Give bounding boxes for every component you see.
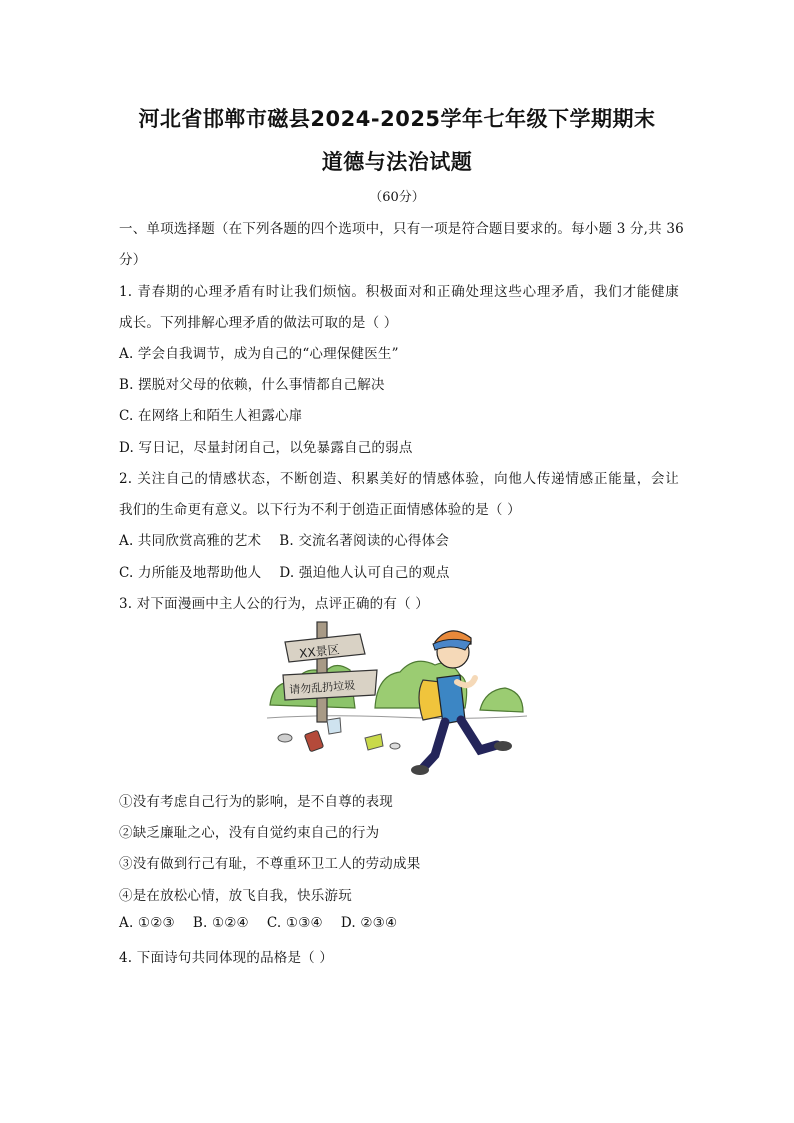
q1-option-a: A. 学会自我调节，成为自己的“心理保健医生” bbox=[119, 346, 399, 362]
q3-options-row bbox=[119, 915, 397, 931]
q1-stem-line2: 成长。下列排解心理矛盾的做法可取的是（ ） bbox=[119, 315, 398, 331]
q2-option-a: A. 共同欣赏高雅的艺术 bbox=[119, 533, 262, 549]
littering-cartoon bbox=[265, 620, 530, 780]
q3-option-d: D. ②③④ bbox=[340, 915, 398, 931]
q3-item-2: ②缺乏廉耻之心，没有自觉约束自己的行为 bbox=[119, 825, 380, 841]
q1-option-c: C. 在网络上和陌生人袒露心扉 bbox=[119, 408, 303, 424]
section1-heading-line1: 一、单项选择题（在下列各题的四个选项中，只有一项是符合题目要求的。每小题 3 分,共 36 bbox=[119, 221, 684, 237]
q3-stem: 3. 对下面漫画中主人公的行为，点评正确的有（ ） bbox=[119, 596, 429, 612]
q4-stem: 4. 下面诗句共同体现的品格是（ ） bbox=[119, 950, 334, 966]
sign-bottom-text: 请勿乱扔垃圾 bbox=[288, 678, 356, 697]
q2-options-row1 bbox=[119, 529, 449, 549]
q3-option-b: B. ①②④ bbox=[192, 915, 249, 931]
q1-stem-line1: 1. 青春期的心理矛盾有时让我们烦恼。积极面对和正确处理这些心理矛盾，我们才能健康 bbox=[119, 284, 679, 300]
q3-item-1: ①没有考虑自己行为的影响，是不自尊的表现 bbox=[119, 794, 393, 810]
exam-title-line2: 道德与法治试题 bbox=[321, 150, 473, 174]
q3-item-3: ③没有做到行己有耻，不尊重环卫工人的劳动成果 bbox=[119, 856, 421, 872]
section1-heading-line2: 分） bbox=[119, 252, 147, 268]
q2-option-c: C. 力所能及地帮助他人 bbox=[119, 565, 262, 581]
q1-option-d: D. 写日记，尽量封闭自己，以免暴露自己的弱点 bbox=[119, 440, 413, 456]
q2-option-d: D. 强迫他人认可自己的观点 bbox=[279, 565, 450, 581]
q3-item-4: ④是在放松心情，放飞自我，快乐游玩 bbox=[119, 888, 352, 904]
q2-stem-line1: 2. 关注自己的情感状态，不断创造、积累美好的情感体验，向他人传递情感正能量，会让 bbox=[119, 471, 679, 487]
q2-options-row2 bbox=[119, 561, 450, 581]
exam-title-line1: 河北省邯郸市磁县2024-2025学年七年级下学期期末 bbox=[138, 107, 656, 131]
total-score: （60分） bbox=[369, 190, 425, 205]
q1-option-b: B. 摆脱对父母的依赖，什么事情都自己解决 bbox=[119, 377, 385, 393]
q2-stem-line2: 我们的生命更有意义。以下行为不利于创造正面情感体验的是（ ） bbox=[119, 502, 521, 518]
sign-top-text: XX景区 bbox=[298, 642, 341, 661]
q3-option-a: A. ①②③ bbox=[119, 915, 175, 931]
q3-option-c: C. ①③④ bbox=[266, 915, 323, 931]
q2-option-b: B. 交流名著阅读的心得体会 bbox=[279, 533, 450, 549]
